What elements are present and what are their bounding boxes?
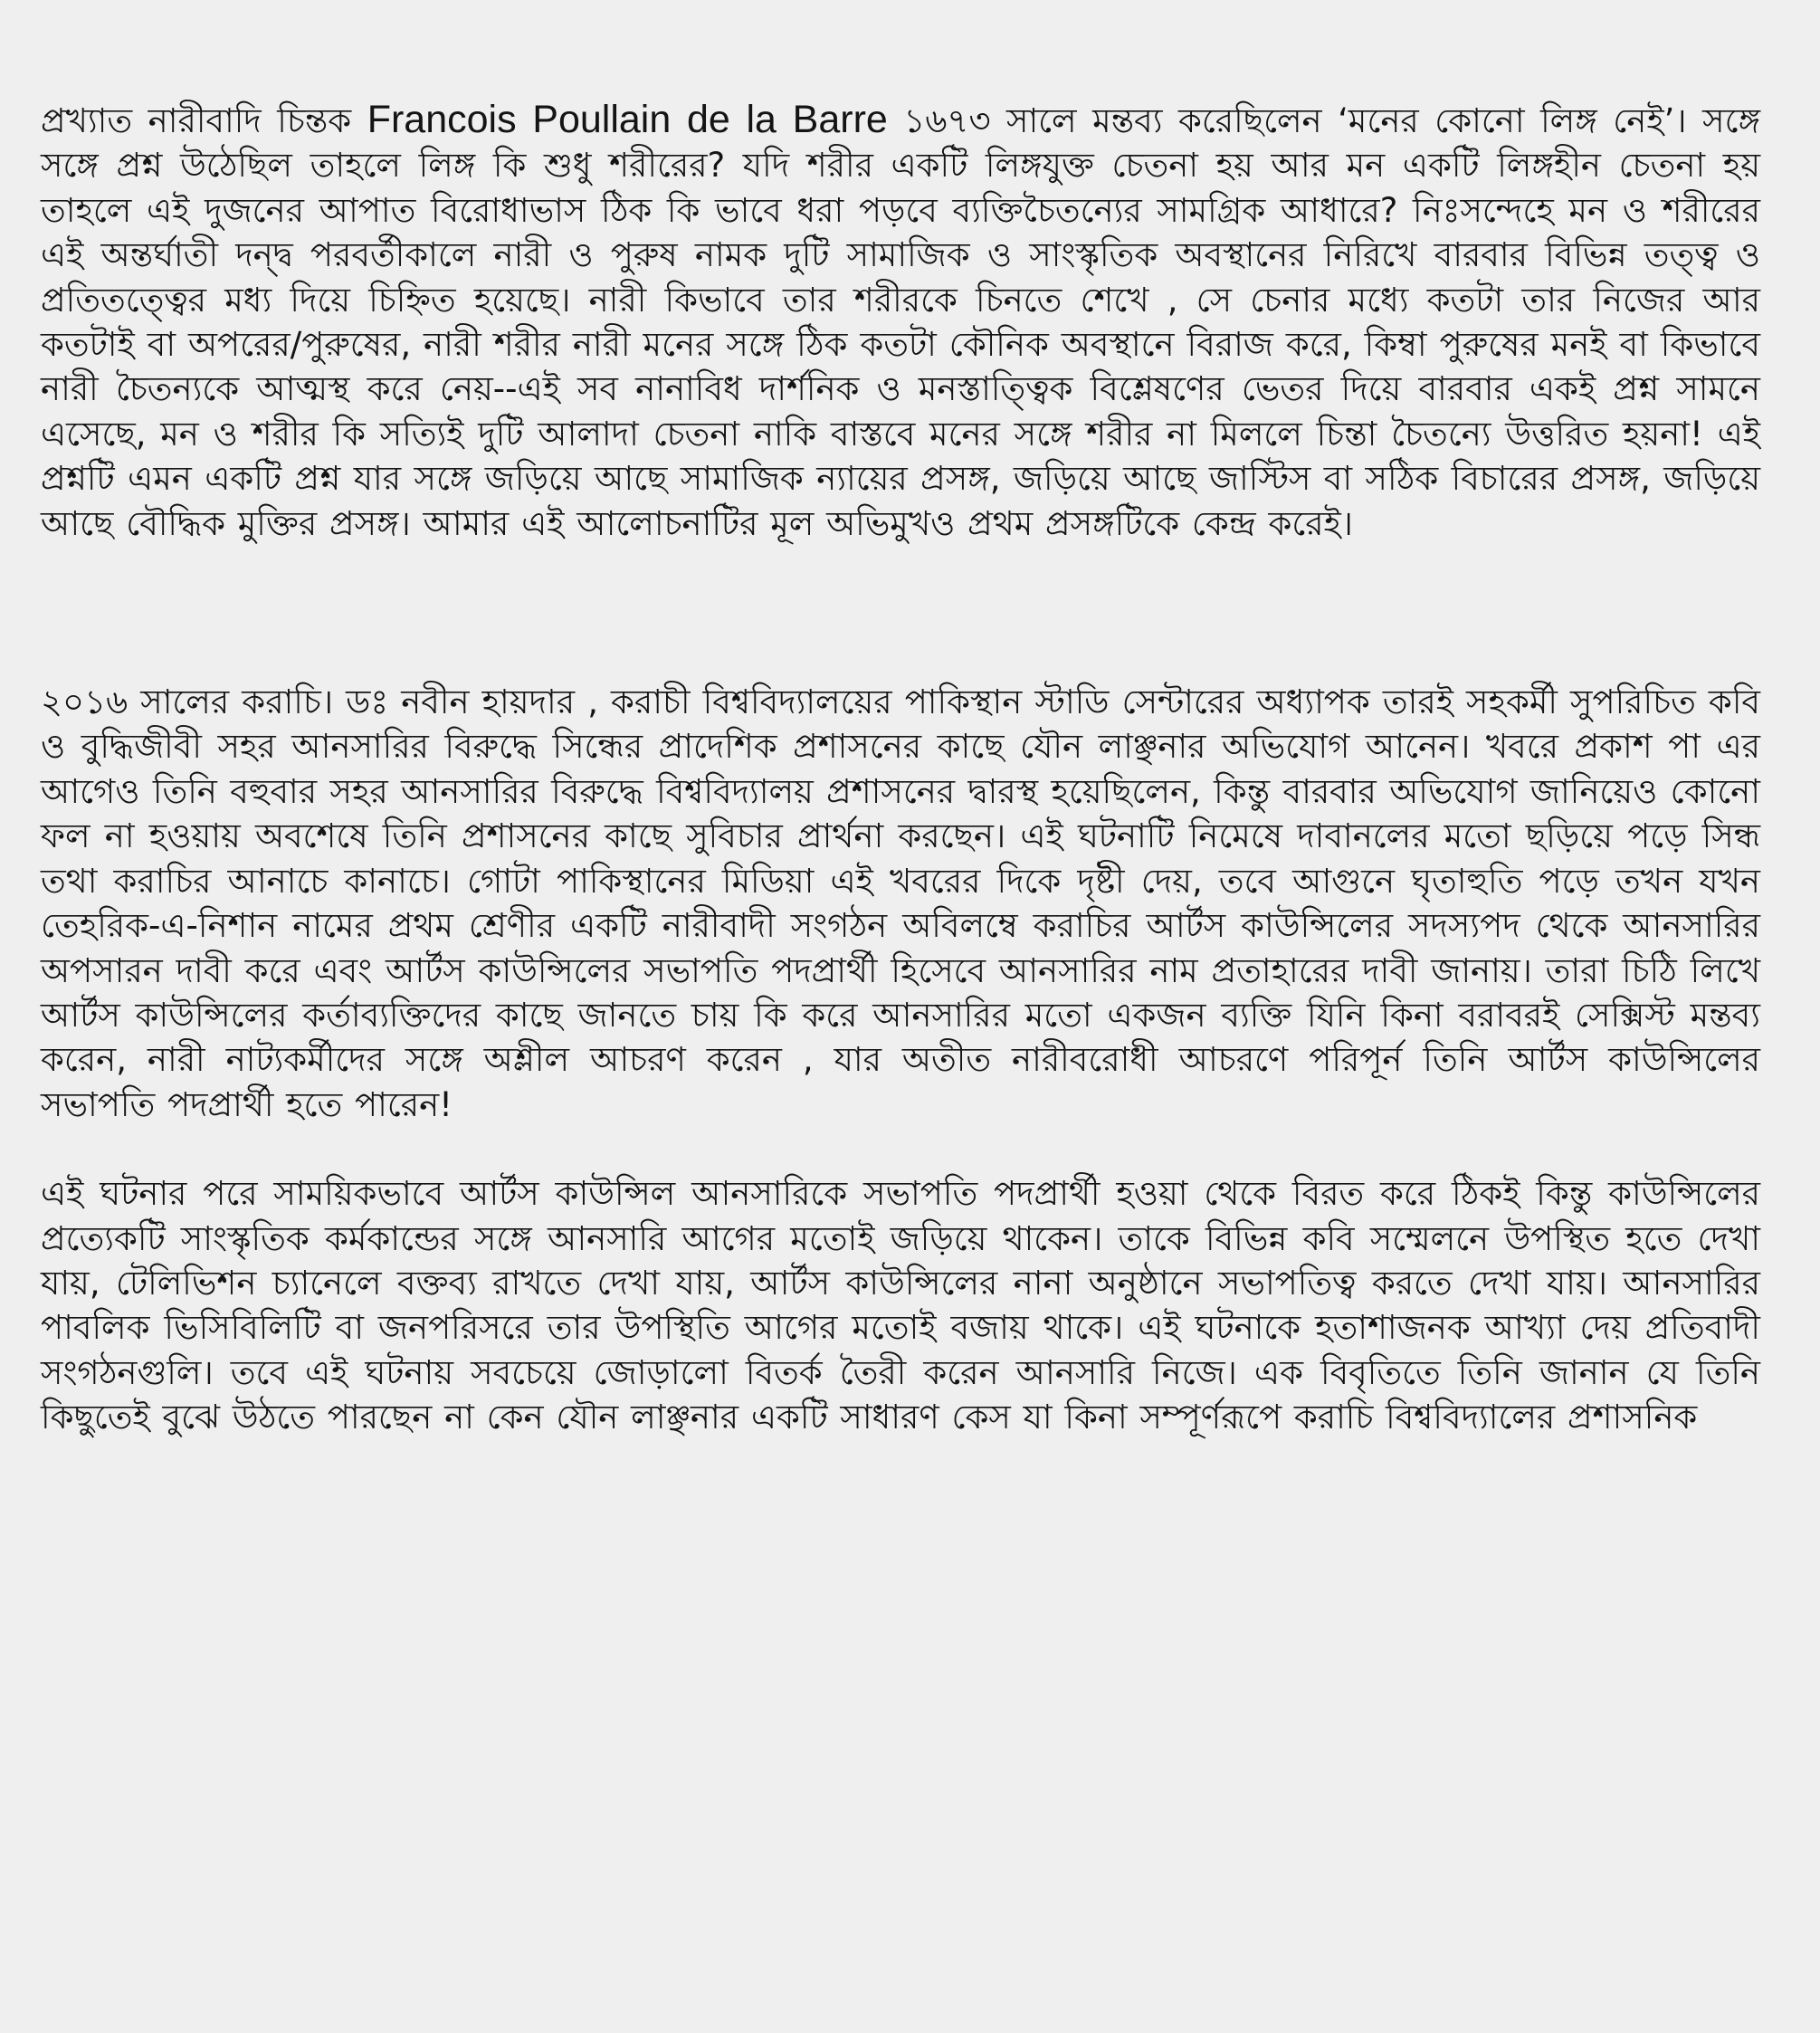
paragraph-2: ২০১৬ সালের করাচি। ডঃ নবীন হায়দার , করাচী বিশ্ববিদ্যালয়ের পাকিস্থান স্টাডি সেন্টারের অধ্যাপক তারই সহকর্মী সুপরিচিত কবি ও বুদ্ধিজীবী সহর আনসারির বিরুদ্ধে সিন্ধের প্রাদেশিক প্রশাসনের কাছে যৌন লাঞ্ছনার অভিযোগ আনেন। খবরে প্রকাশ পা এর আগেও তিনি বহুবার সহর আনসারির বিরুদ্ধে বিশ্ববিদ্যালয় প্রশাসনের দ্বারস্থ হয়েছিলেন, কিন্তু বারবার অভিযোগ জানিয়েও কোনো ফল না হওয়ায় অবশেষে তিনি প্রশাসনের কাছে সুবিচার প্রার্থনা করছেন। এই ঘটনাটি নিমেষে দাবানলের মতো ছড়িয়ে পড়ে সিন্ধ তথা করাচির আনাচে কানাচে। গোটা পাকিস্থানের মিডিয়া এই খবরের দিকে দৃষ্টী দেয়, তবে আগুনে ঘৃতাহুতি পড়ে তখন যখন তেহরিক-এ-নিশান নামের প্রথম শ্রেণীর একটি নারীবাদী সংগঠন অবিলম্বে করাচির আর্টস কাউন্সিলের সদস্যপদ থেকে আনসারির অপসারন দাবী করে এবং আর্টস কাউন্সিলের সভাপতি পদপ্রার্থী হিসেবে আনসারির নাম প্রতাহারের দাবী জানায়। তারা চিঠি লিখে আর্টস কাউন্সিলের কর্তাব্যক্তিদের কাছে জানতে চায় কি করে আনসারির মতো একজন ব্যক্তি যিনি কিনা বরাবরই সেক্সিস্ট মন্তব্য করেন, নারী নাট্যকর্মীদের সঙ্গে অশ্লীল আচরণ করেন , যার অতীত নারীবরোধী আচরণে পরিপূর্ন তিনি আর্টস কাউন্সিলের সভাপতি পদপ্রার্থী হতে পারেন!: [41, 682, 1760, 1124]
author-name: Francois Poullain de la Barre: [367, 98, 888, 141]
paragraph-1-lead: প্রখ্যাত নারীবাদি চিন্তক: [41, 101, 367, 140]
paragraph-1: [41, 98, 1760, 546]
paragraph-1-body: ১৬৭৩ সালে মন্তব্য করেছিলেন ‘মনের কোনো লিঙ্গ নেই’। সঙ্গে সঙ্গে প্রশ্ন উঠেছিল তাহলে লিঙ্গ কি শুধু শরীরের? যদি শরীর একটি লিঙ্গযুক্ত চেতনা হয় আর মন একটি লিঙ্গহীন চেতনা হয় তাহলে এই দুজনের আপাত বিরোধাভাস ঠিক কি ভাবে ধরা পড়বে ব্যক্তিচৈতন্যের সামগ্রিক আধারে? নিঃসন্দেহে মন ও শরীরের এই অন্তর্ঘাতী দন্দ্ব পরবর্তীকালে নারী ও পুরুষ নামক দুটি সামাজিক ও সাংস্কৃতিক অবস্থানের নিরিখে বারবার বিভিন্ন তত্ত্ব ও প্রতিতত্ত্বের মধ্য দিয়ে চিহ্নিত হয়েছে। নারী কিভাবে তার শরীরকে চিনতে শেখে , সে চেনার মধ্যে কতটা তার নিজের আর কতটাই বা অপরের/পুরুষের, নারী শরীর নারী মনের সঙ্গে ঠিক কতটা কৌনিক অবস্থানে বিরাজ করে, কিম্বা পুরুষের মনই বা কিভাবে নারী চৈতন্যকে আত্মস্থ করে নেয়--এই সব নানাবিধ দার্শনিক ও মনস্তাত্ত্বিক বিশ্লেষণের ভেতর দিয়ে বারবার একই প্রশ্ন সামনে এসেছে, মন ও শরীর কি সত্যিই দুটি আলাদা চেতনা নাকি বাস্তবে মনের সঙ্গে শরীর না মিললে চিন্তা চৈতন্যে উত্তরিত হয়না! এই প্রশ্নটি এমন একটি প্রশ্ন যার সঙ্গে জড়িয়ে আছে সামাজিক ন্যায়ের প্রসঙ্গ, জড়িয়ে আছে জাস্টিস বা সঠিক বিচারের প্রসঙ্গ, জড়িয়ে আছে বৌদ্ধিক মুক্তির প্রসঙ্গ। আমার এই আলোচনাটির মূল অভিমুখও প্রথম প্রসঙ্গটিকে কেন্দ্র করেই।: [41, 101, 1760, 543]
paragraph-3: এই ঘটনার পরে সাময়িকভাবে আর্টস কাউন্সিল আনসারিকে সভাপতি পদপ্রার্থী হওয়া থেকে বিরত করে ঠিকই কিন্তু কাউন্সিলের প্রত্যেকটি সাংস্কৃতিক কর্মকান্ডের সঙ্গে আনসারি আগের মতোই জড়িয়ে থাকেন। তাকে বিভিন্ন কবি সম্মেলনে উপস্থিত হতে দেখা যায়, টেলিভিশন চ্যানেলে বক্তব্য রাখতে দেখা যায়, আর্টস কাউন্সিলের নানা অনুষ্ঠানে সভাপতিত্ব করতে দেখা যায়। আনসারির পাবলিক ভিসিবিলিটি বা জনপরিসরে তার উপস্থিতি আগের মতোই বজায় থাকে। এই ঘটনাকে হতাশাজনক আখ্যা দেয় প্রতিবাদী সংগঠনগুলি। তবে এই ঘটনায় সবচেয়ে জোড়ালো বিতর্ক তৈরী করেন আনসারি নিজে। এক বিবৃতিতে তিনি জানান যে তিনি কিছুতেই বুঝে উঠতে পারছেন না কেন যৌন লাঞ্ছনার একটি সাধারণ কেস যা কিনা সম্পূর্ণরূপে করাচি বিশ্ববিদ্যালের প্রশাসনিক: [41, 1174, 1760, 1437]
document-page: [41, 98, 1760, 1440]
